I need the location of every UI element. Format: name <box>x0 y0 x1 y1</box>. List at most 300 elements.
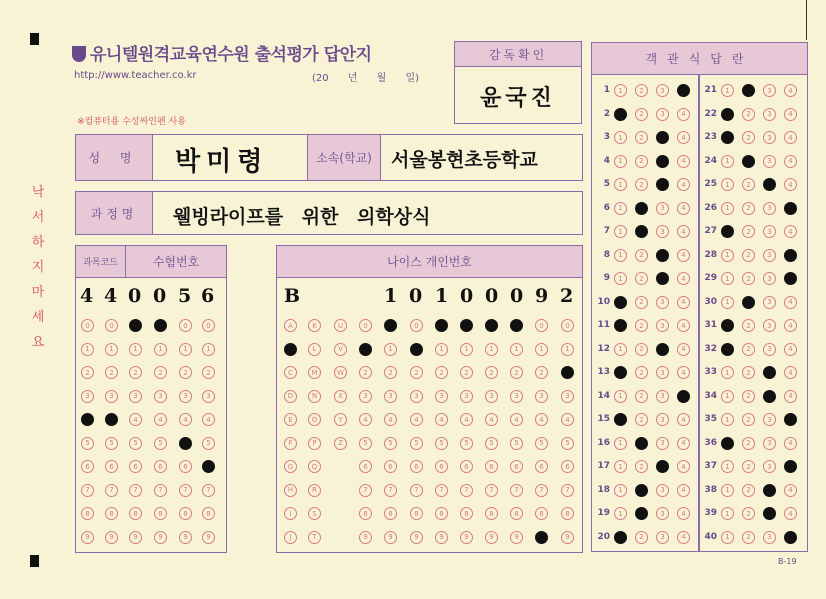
nice-digit-bubble: 6 <box>359 460 372 473</box>
exam-number-bubble: 1 <box>202 343 215 356</box>
answers-label: 객관식답란 <box>592 43 807 75</box>
answer-bubble: 4 <box>784 366 797 379</box>
nice-digit-bubble: 0 <box>485 319 498 332</box>
answer-bubble: 3 <box>656 296 669 309</box>
nice-id-char: 0 <box>510 285 524 307</box>
question-number: 27 <box>704 226 717 236</box>
answer-bubble: 1 <box>614 225 627 238</box>
nice-letter-bubble: C <box>284 366 297 379</box>
exam-number-bubble: 7 <box>81 484 94 497</box>
nice-id-char: 0 <box>460 285 474 307</box>
exam-digit: 0 <box>153 285 167 307</box>
nice-digit-bubble: 3 <box>561 390 574 403</box>
exam-number-bubble: 9 <box>81 531 94 544</box>
answer-bubble: 4 <box>784 437 797 450</box>
answer-bubble: 4 <box>784 84 797 97</box>
nice-id-char: 1 <box>384 285 398 307</box>
answer-bubble: 2 <box>742 390 755 403</box>
exam-number-bubble: 3 <box>202 390 215 403</box>
side-warning-char: 서 <box>31 210 45 225</box>
nice-digit-bubble: 5 <box>561 437 574 450</box>
answer-bubble: 2 <box>635 202 648 215</box>
answer-bubble: 2 <box>635 460 648 473</box>
answer-bubble: 4 <box>784 131 797 144</box>
answer-bubble: 3 <box>656 108 669 121</box>
answer-bubble: 1 <box>614 437 627 450</box>
site-url: http://www.teacher.co.kr <box>74 70 197 81</box>
exam-digit: 0 <box>128 285 142 307</box>
nice-id-char: 0 <box>409 285 423 307</box>
exam-number-bubble: 9 <box>179 531 192 544</box>
side-warning-char: 마 <box>31 285 45 300</box>
nice-letter-bubble: B <box>284 343 297 356</box>
answers-col-divider <box>698 74 700 552</box>
answer-bubble: 2 <box>742 531 755 544</box>
exam-digit: 4 <box>104 285 118 307</box>
answer-bubble: 3 <box>763 319 776 332</box>
answer-bubble: 4 <box>784 272 797 285</box>
course-code-label: 과목코드 <box>76 246 126 277</box>
nice-digit-bubble: 3 <box>460 390 473 403</box>
answer-bubble: 3 <box>763 225 776 238</box>
question-number: 35 <box>704 414 717 424</box>
nice-id-char: 1 <box>435 285 449 307</box>
answer-bubble: 4 <box>677 319 690 332</box>
exam-number-bubble: 4 <box>154 413 167 426</box>
nice-digit-bubble: 2 <box>485 366 498 379</box>
nice-digit-bubble: 7 <box>510 484 523 497</box>
answer-bubble: 4 <box>677 366 690 379</box>
exam-number-bubble: 0 <box>154 319 167 332</box>
exam-number-bubble: 9 <box>105 531 118 544</box>
nice-digit-bubble: 7 <box>535 484 548 497</box>
nice-letter-bubble: K <box>308 319 321 332</box>
answer-bubble: 1 <box>614 343 627 356</box>
answer-bubble: 3 <box>656 272 669 285</box>
nice-digit-bubble: 7 <box>485 484 498 497</box>
nice-digit-bubble: 7 <box>435 484 448 497</box>
exam-number-bubble: 4 <box>81 413 94 426</box>
nice-digit-bubble: 8 <box>359 507 372 520</box>
exam-number-label: 수험번호 <box>126 246 226 277</box>
school-value: 서울봉현초등학교 <box>391 149 538 171</box>
supervisor-label: 감독확인 <box>455 42 581 67</box>
answer-bubble: 1 <box>614 296 627 309</box>
exam-number-bubble: 1 <box>129 343 142 356</box>
nice-digit-bubble: 1 <box>359 343 372 356</box>
nice-digit-bubble: 9 <box>535 531 548 544</box>
answer-bubble: 4 <box>677 131 690 144</box>
side-warning-char: 요 <box>31 335 45 350</box>
exam-number-bubble: 2 <box>154 366 167 379</box>
exam-number-bubble: 4 <box>129 413 142 426</box>
nice-digit-bubble: 8 <box>435 507 448 520</box>
answer-bubble: 4 <box>677 343 690 356</box>
nice-digit-bubble: 0 <box>410 319 423 332</box>
answer-bubble: 1 <box>614 366 627 379</box>
nice-digit-bubble: 0 <box>535 319 548 332</box>
nice-digit-bubble: 6 <box>535 460 548 473</box>
exam-number-bubble: 2 <box>129 366 142 379</box>
question-number: 15 <box>597 414 610 424</box>
question-number: 8 <box>603 249 610 260</box>
nice-digit-bubble: 8 <box>410 507 423 520</box>
answer-bubble: 3 <box>763 108 776 121</box>
answer-bubble: 3 <box>656 319 669 332</box>
exam-number-bubble: 5 <box>154 437 167 450</box>
nice-letter-bubble: T <box>308 531 321 544</box>
nice-digit-bubble: 2 <box>561 366 574 379</box>
answer-bubble: 1 <box>614 178 627 191</box>
answer-bubble: 1 <box>721 296 734 309</box>
right-edge-mark <box>806 0 807 40</box>
answer-bubble: 1 <box>614 390 627 403</box>
timing-mark-bottom <box>30 555 39 567</box>
nice-digit-bubble: 2 <box>435 366 448 379</box>
answer-bubble: 3 <box>656 84 669 97</box>
answer-bubble: 3 <box>763 366 776 379</box>
answer-bubble: 1 <box>721 366 734 379</box>
answer-bubble: 3 <box>763 84 776 97</box>
answer-bubble: 3 <box>656 437 669 450</box>
answer-bubble: 2 <box>742 84 755 97</box>
answer-bubble: 4 <box>677 178 690 191</box>
question-number: 5 <box>603 179 610 189</box>
nice-digit-bubble: 2 <box>535 366 548 379</box>
nice-digit-bubble: 1 <box>510 343 523 356</box>
question-number: 36 <box>704 437 717 448</box>
question-number: 13 <box>597 367 610 377</box>
nice-letter-bubble: V <box>334 343 347 356</box>
nice-digit-bubble: 4 <box>535 413 548 426</box>
nice-digit-bubble: 6 <box>510 460 523 473</box>
nice-digit-bubble: 8 <box>460 507 473 520</box>
nice-letter-bubble: Q <box>308 460 321 473</box>
answer-bubble: 2 <box>742 343 755 356</box>
answer-bubble: 2 <box>742 178 755 191</box>
question-number: 29 <box>704 273 717 283</box>
nice-digit-bubble: 6 <box>384 460 397 473</box>
exam-number-bubble: 1 <box>81 343 94 356</box>
answer-bubble: 4 <box>784 155 797 168</box>
exam-number-bubble: 3 <box>129 390 142 403</box>
answer-bubble: 4 <box>677 531 690 544</box>
exam-number-bubble: 9 <box>129 531 142 544</box>
question-number: 1 <box>603 85 610 95</box>
answer-bubble: 3 <box>763 131 776 144</box>
answer-bubble: 4 <box>677 108 690 121</box>
answer-bubble: 4 <box>784 460 797 473</box>
question-number: 39 <box>704 508 717 518</box>
question-number: 17 <box>597 461 610 471</box>
answer-bubble: 4 <box>784 249 797 262</box>
nice-id-char: 0 <box>485 285 499 307</box>
nice-letter-bubble: A <box>284 319 297 332</box>
exam-number-bubble: 6 <box>129 460 142 473</box>
question-number: 21 <box>704 85 717 95</box>
answer-bubble: 1 <box>721 84 734 97</box>
nice-digit-bubble: 1 <box>460 343 473 356</box>
question-number: 25 <box>704 179 717 189</box>
answer-bubble: 1 <box>614 84 627 97</box>
answer-bubble: 4 <box>784 202 797 215</box>
answer-bubble: 3 <box>763 437 776 450</box>
nice-digit-bubble: 0 <box>435 319 448 332</box>
question-number: 10 <box>597 296 610 307</box>
nice-letter-bubble: D <box>284 390 297 403</box>
answer-bubble: 2 <box>742 460 755 473</box>
exam-number-bubble: 2 <box>202 366 215 379</box>
answer-bubble: 4 <box>677 507 690 520</box>
exam-number-bubble: 0 <box>129 319 142 332</box>
nice-letter-bubble: F <box>284 437 297 450</box>
answer-bubble: 2 <box>742 296 755 309</box>
nice-digit-bubble: 9 <box>485 531 498 544</box>
exam-number-bubble: 3 <box>154 390 167 403</box>
answer-bubble: 1 <box>721 343 734 356</box>
nice-letter-bubble: L <box>308 343 321 356</box>
form-code: B-19 <box>778 557 797 566</box>
exam-digit: 5 <box>178 285 192 307</box>
answer-bubble: 3 <box>656 225 669 238</box>
exam-number-bubble: 8 <box>81 507 94 520</box>
answer-bubble: 3 <box>763 202 776 215</box>
nice-id-char: 9 <box>535 285 549 307</box>
answer-bubble: 2 <box>635 413 648 426</box>
exam-number-bubble: 3 <box>179 390 192 403</box>
answer-bubble: 1 <box>721 390 734 403</box>
nice-digit-bubble: 1 <box>561 343 574 356</box>
answer-bubble: 4 <box>784 319 797 332</box>
answer-bubble: 3 <box>656 343 669 356</box>
nice-digit-bubble: 3 <box>485 390 498 403</box>
question-number: 30 <box>704 296 717 307</box>
nice-digit-bubble: 8 <box>561 507 574 520</box>
side-warning-char: 하 <box>31 235 45 250</box>
exam-number-bubble: 6 <box>154 460 167 473</box>
answer-bubble: 1 <box>721 155 734 168</box>
answer-bubble: 1 <box>721 437 734 450</box>
answer-bubble: 3 <box>763 249 776 262</box>
answer-bubble: 2 <box>635 296 648 309</box>
answer-bubble: 3 <box>656 131 669 144</box>
nice-digit-bubble: 4 <box>485 413 498 426</box>
answer-bubble: 1 <box>614 249 627 262</box>
answer-bubble: 1 <box>721 460 734 473</box>
answer-bubble: 1 <box>614 413 627 426</box>
answer-bubble: 1 <box>721 225 734 238</box>
answer-bubble: 3 <box>763 460 776 473</box>
exam-number-bubble: 0 <box>105 319 118 332</box>
answer-bubble: 3 <box>656 460 669 473</box>
nice-digit-bubble: 5 <box>535 437 548 450</box>
answer-bubble: 4 <box>677 413 690 426</box>
answer-bubble: 2 <box>742 108 755 121</box>
question-number: 12 <box>597 343 610 354</box>
answer-bubble: 1 <box>721 249 734 262</box>
exam-number-bubble: 4 <box>202 413 215 426</box>
answer-bubble: 1 <box>721 108 734 121</box>
pen-note: ※컴퓨터용 수성싸인펜 사용 <box>77 117 186 127</box>
answer-bubble: 4 <box>784 390 797 403</box>
nice-digit-bubble: 4 <box>384 413 397 426</box>
supervisor-box <box>454 41 582 124</box>
answer-bubble: 4 <box>784 108 797 121</box>
nice-digit-bubble: 5 <box>435 437 448 450</box>
nice-digit-bubble: 8 <box>384 507 397 520</box>
answer-bubble: 1 <box>614 319 627 332</box>
answer-bubble: 3 <box>763 531 776 544</box>
question-number: 40 <box>704 531 717 542</box>
answer-bubble: 2 <box>635 155 648 168</box>
nice-digit-bubble: 1 <box>410 343 423 356</box>
nice-id-char: B <box>284 285 301 307</box>
nice-digit-bubble: 3 <box>435 390 448 403</box>
question-number: 11 <box>597 320 610 330</box>
nice-digit-bubble: 9 <box>460 531 473 544</box>
question-number: 32 <box>704 343 717 354</box>
answer-bubble: 3 <box>656 178 669 191</box>
nice-digit-bubble: 7 <box>359 484 372 497</box>
nice-digit-bubble: 9 <box>410 531 423 544</box>
exam-number-bubble: 7 <box>179 484 192 497</box>
nice-digit-bubble: 6 <box>410 460 423 473</box>
nice-letter-bubble: O <box>308 413 321 426</box>
question-number: 16 <box>597 437 610 448</box>
answer-bubble: 2 <box>635 484 648 497</box>
answer-bubble: 3 <box>763 272 776 285</box>
nice-letter-bubble: R <box>308 484 321 497</box>
answer-bubble: 1 <box>614 484 627 497</box>
answer-bubble: 2 <box>635 366 648 379</box>
answer-bubble: 2 <box>635 531 648 544</box>
answer-bubble: 3 <box>656 249 669 262</box>
answer-bubble: 2 <box>635 84 648 97</box>
exam-number-bubble: 8 <box>179 507 192 520</box>
nice-digit-bubble: 5 <box>359 437 372 450</box>
answer-bubble: 2 <box>635 249 648 262</box>
question-number: 9 <box>603 273 610 283</box>
question-number: 3 <box>603 132 610 142</box>
answer-bubble: 2 <box>635 225 648 238</box>
nice-id-char: 2 <box>560 285 574 307</box>
answer-bubble: 2 <box>742 202 755 215</box>
nice-digit-bubble: 9 <box>510 531 523 544</box>
nice-letter-bubble: N <box>308 390 321 403</box>
answer-bubble: 2 <box>742 249 755 262</box>
nice-digit-bubble: 4 <box>510 413 523 426</box>
nice-digit-bubble: 3 <box>410 390 423 403</box>
question-number: 18 <box>597 484 610 495</box>
answer-bubble: 4 <box>677 296 690 309</box>
nice-digit-bubble: 2 <box>510 366 523 379</box>
exam-number-bubble: 1 <box>179 343 192 356</box>
nice-digit-bubble: 5 <box>510 437 523 450</box>
nice-digit-bubble: 4 <box>561 413 574 426</box>
answer-bubble: 4 <box>784 296 797 309</box>
question-number: 19 <box>597 508 610 518</box>
nice-digit-bubble: 6 <box>485 460 498 473</box>
nice-letter-bubble: P <box>308 437 321 450</box>
answer-bubble: 3 <box>763 296 776 309</box>
question-number: 38 <box>704 484 717 495</box>
exam-number-bubble: 6 <box>105 460 118 473</box>
answer-bubble: 3 <box>656 390 669 403</box>
answer-bubble: 3 <box>763 155 776 168</box>
nice-digit-bubble: 4 <box>435 413 448 426</box>
exam-number-bubble: 8 <box>105 507 118 520</box>
answer-bubble: 4 <box>677 460 690 473</box>
answer-bubble: 2 <box>742 155 755 168</box>
nice-digit-bubble: 8 <box>510 507 523 520</box>
exam-number-bubble: 2 <box>81 366 94 379</box>
question-number: 23 <box>704 132 717 142</box>
answer-bubble: 3 <box>656 202 669 215</box>
answer-bubble: 2 <box>635 272 648 285</box>
school-label: 소속(학교) <box>307 135 381 180</box>
answer-bubble: 1 <box>721 131 734 144</box>
exam-number-bubble: 5 <box>202 437 215 450</box>
question-number: 4 <box>603 155 610 166</box>
exam-number-bubble: 5 <box>81 437 94 450</box>
exam-number-bubble: 9 <box>154 531 167 544</box>
exam-number-bubble: 9 <box>202 531 215 544</box>
question-number: 33 <box>704 367 717 377</box>
exam-number-bubble: 5 <box>179 437 192 450</box>
exam-number-bubble: 7 <box>105 484 118 497</box>
name-label: 성 명 <box>76 135 153 180</box>
question-number: 31 <box>704 320 717 330</box>
answer-bubble: 1 <box>721 531 734 544</box>
exam-number-bubble: 1 <box>105 343 118 356</box>
nice-digit-bubble: 5 <box>460 437 473 450</box>
answer-bubble: 2 <box>635 343 648 356</box>
nice-digit-bubble: 7 <box>384 484 397 497</box>
nice-letter-bubble: Y <box>334 413 347 426</box>
nice-digit-bubble: 6 <box>460 460 473 473</box>
exam-number-bubble: 1 <box>154 343 167 356</box>
answer-bubble: 1 <box>614 531 627 544</box>
name-value: 박미령 <box>175 147 269 177</box>
nice-digit-bubble: 3 <box>359 390 372 403</box>
nice-digit-bubble: 6 <box>561 460 574 473</box>
answer-bubble: 3 <box>656 507 669 520</box>
exam-number-bubble: 6 <box>81 460 94 473</box>
nice-digit-bubble: 9 <box>561 531 574 544</box>
nice-digit-bubble: 8 <box>485 507 498 520</box>
nice-digit-bubble: 3 <box>535 390 548 403</box>
nice-digit-bubble: 4 <box>359 413 372 426</box>
answer-bubble: 3 <box>656 484 669 497</box>
answer-bubble: 1 <box>614 507 627 520</box>
nice-digit-bubble: 7 <box>460 484 473 497</box>
exam-number-bubble: 6 <box>179 460 192 473</box>
exam-number-bubble: 4 <box>179 413 192 426</box>
nice-digit-bubble: 0 <box>561 319 574 332</box>
answer-bubble: 3 <box>763 413 776 426</box>
nice-digit-bubble: 7 <box>410 484 423 497</box>
supervisor-signature: 윤국진 <box>480 85 556 111</box>
answer-bubble: 1 <box>614 460 627 473</box>
exam-number-bubble: 5 <box>105 437 118 450</box>
answer-bubble: 2 <box>635 390 648 403</box>
nice-letter-bubble: X <box>334 390 347 403</box>
nice-digit-bubble: 0 <box>359 319 372 332</box>
nice-letter-bubble: J <box>284 531 297 544</box>
question-number: 20 <box>597 531 610 542</box>
nice-digit-bubble: 7 <box>561 484 574 497</box>
exam-number-bubble: 7 <box>154 484 167 497</box>
